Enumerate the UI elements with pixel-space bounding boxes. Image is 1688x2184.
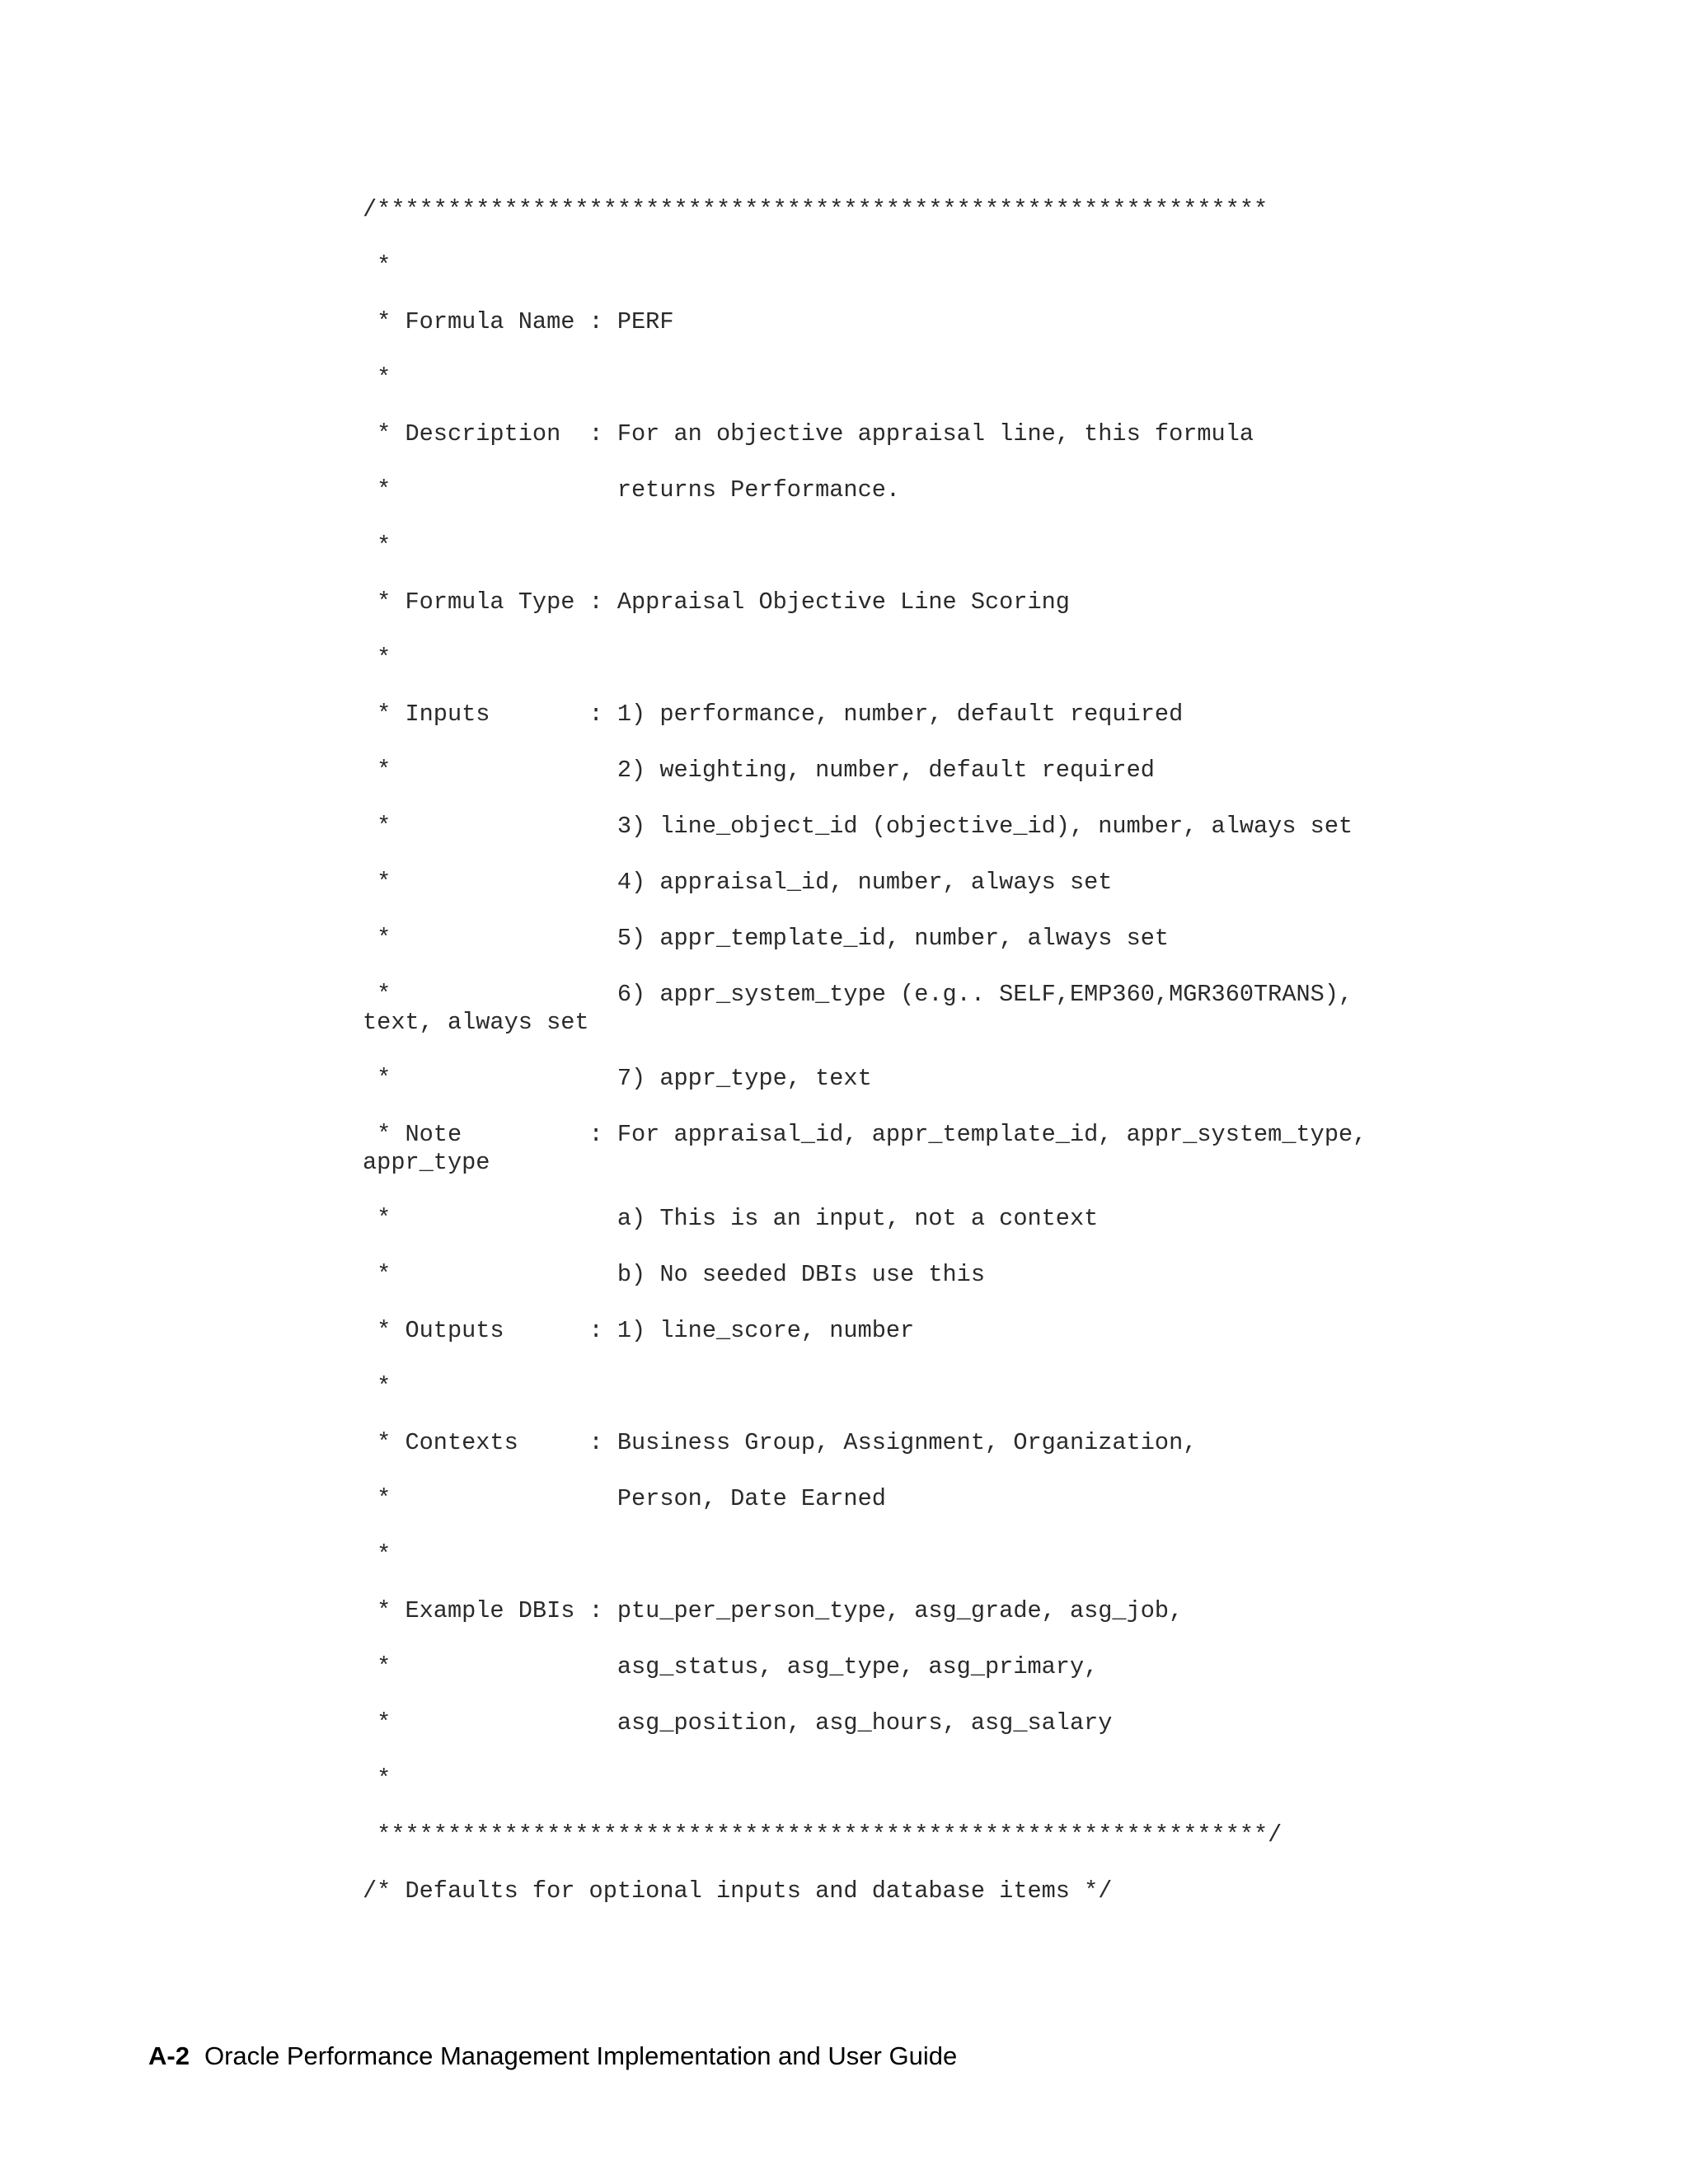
code-line: * 6) appr_system_type (e.g.. SELF,EMP360,MGR360TRANS), text, always set [363, 981, 1353, 1036]
code-line: * 5) appr_template_id, number, always set [363, 925, 1170, 952]
code-line: * Formula Type : Appraisal Objective Line Scoring [363, 588, 1070, 616]
code-line: * [363, 252, 392, 279]
code-line: * a) This is an input, not a context [363, 1205, 1099, 1232]
code-line: * asg_position, asg_hours, asg_salary [363, 1709, 1113, 1736]
code-line: * 7) appr_type, text [363, 1065, 872, 1092]
code-line: * Contexts : Business Group, Assignment, Organization, [363, 1429, 1198, 1456]
code-line: * Example DBIs : ptu_per_person_type, asg_grade, asg_job, [363, 1597, 1184, 1624]
code-line: * asg_status, asg_type, asg_primary, [363, 1653, 1099, 1680]
code-line: * Description : For an objective appraisal line, this formula [363, 420, 1254, 448]
code-line: ***************************************************************/ [363, 1821, 1282, 1849]
code-line: * Note : For appraisal_id, appr_template_id, appr_system_type, appr_type [363, 1121, 1367, 1176]
code-line: * Formula Name : PERF [363, 308, 674, 335]
code-line: * [363, 1765, 392, 1793]
code-line: * returns Performance. [363, 476, 901, 504]
code-line: /* Defaults for optional inputs and database items */ [363, 1877, 1113, 1905]
code-line: * [363, 644, 392, 672]
code-line: * [363, 364, 392, 391]
code-line: * Outputs : 1) line_score, number [363, 1317, 915, 1344]
code-line: * Inputs : 1) performance, number, default required [363, 701, 1184, 728]
page-footer [148, 2041, 957, 2071]
code-line: * Person, Date Earned [363, 1485, 886, 1512]
code-line: * [363, 1373, 392, 1400]
formula-code-block [363, 196, 1517, 1933]
code-line: /*************************************************************** [363, 196, 1268, 223]
code-line: * 4) appraisal_id, number, always set [363, 869, 1113, 896]
code-line: * 2) weighting, number, default required [363, 757, 1155, 784]
page-number: A-2 [148, 2041, 190, 2070]
code-line: * [363, 1541, 392, 1568]
code-line: * 3) line_object_id (objective_id), number, always set [363, 813, 1353, 840]
code-line: * b) No seeded DBIs use this [363, 1261, 985, 1288]
code-line: * [363, 532, 392, 560]
book-title: Oracle Performance Management Implementation and User Guide [204, 2041, 958, 2070]
